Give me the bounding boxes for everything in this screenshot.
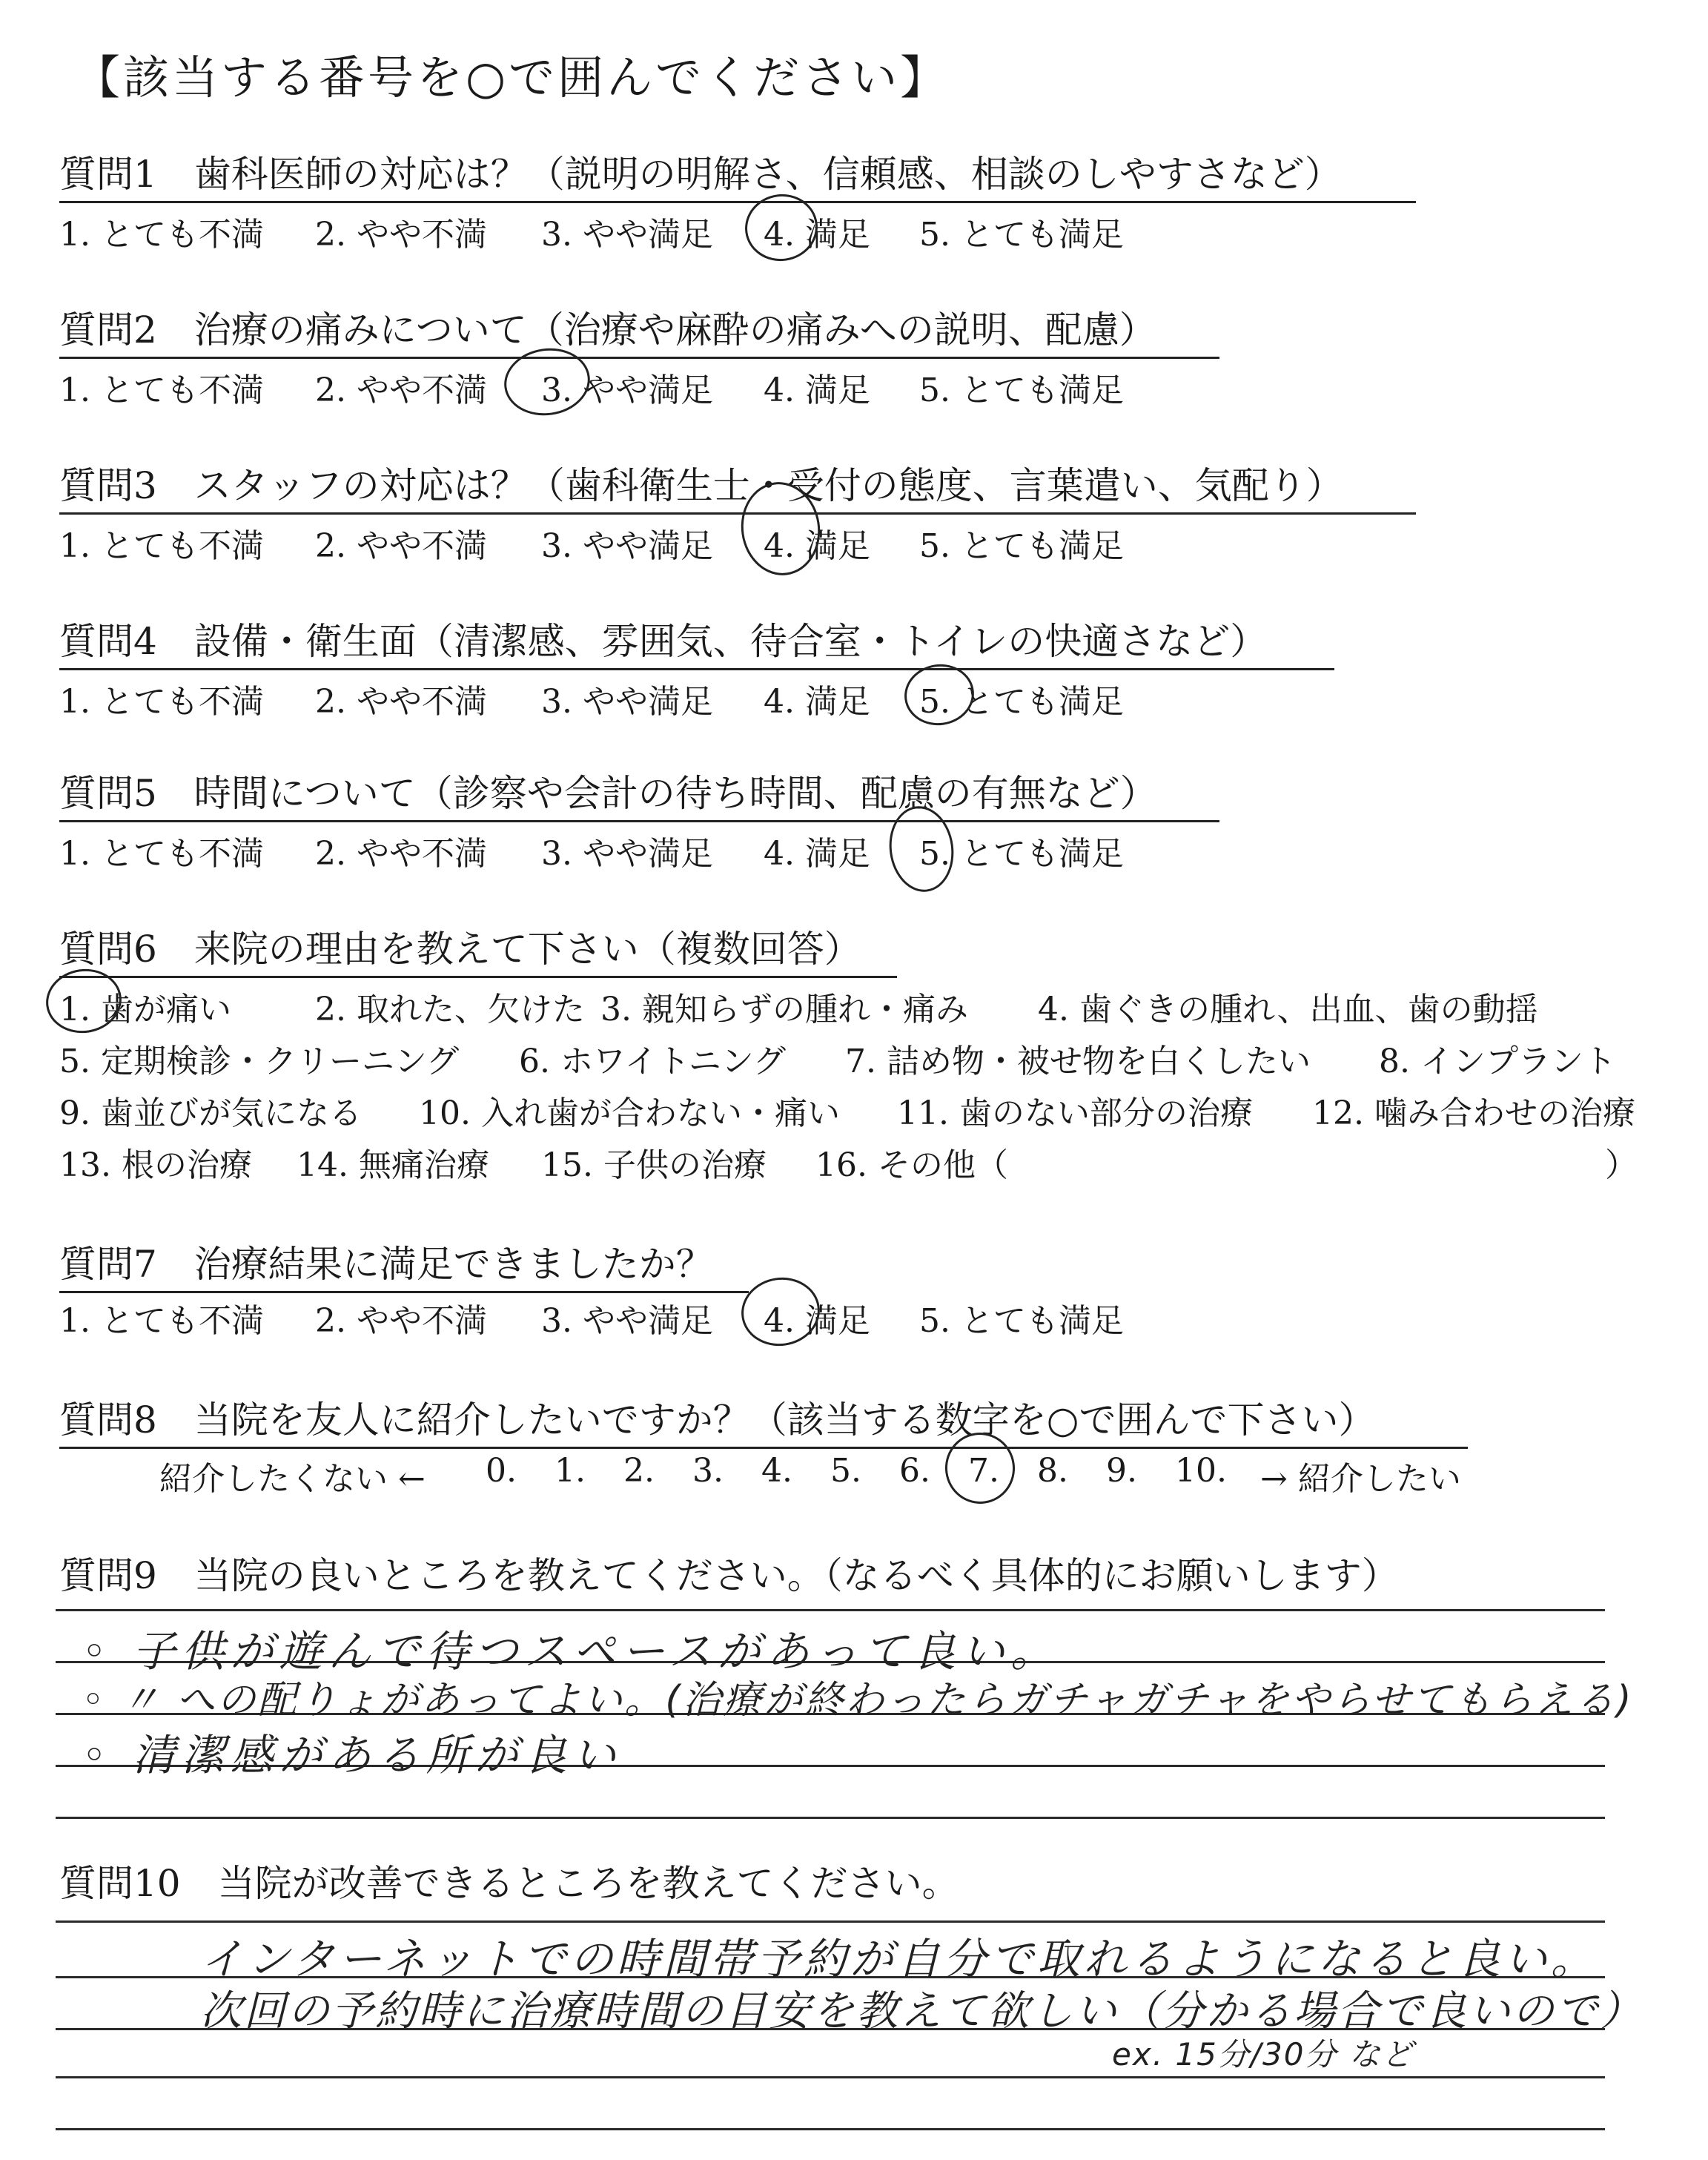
option-2[interactable]: 2. やや不満: [315, 683, 487, 721]
answer-line: [56, 1920, 1605, 1923]
reason-option[interactable]: 5. 定期検診・クリーニング: [59, 1043, 460, 1080]
option-3[interactable]: 3. やや満足: [541, 835, 713, 873]
reason-option[interactable]: 3. 親知らずの腫れ・痛み: [600, 991, 968, 1028]
scale-value[interactable]: 8.: [1037, 1452, 1068, 1490]
scale-value[interactable]: 10.: [1175, 1452, 1227, 1490]
reason-option[interactable]: 15. 子供の治療: [541, 1146, 767, 1184]
option-3[interactable]: 3. やや満足: [541, 527, 713, 565]
option-5[interactable]: 5. とても満足: [919, 683, 1124, 721]
question-6-heading: 質問6 来院の理由を教えて下さい（複数回答）: [59, 919, 897, 978]
question-5-heading: 質問5 時間について（診察や会計の待ち時間、配慮の有無など）: [59, 764, 1219, 822]
answer-line: [56, 2076, 1605, 2078]
question-8-heading: 質問8 当院を友人に紹介したいですか？（該当する数字を○で囲んで下さい）: [59, 1390, 1468, 1449]
option-4[interactable]: 4. 満足: [764, 216, 870, 254]
scale-value[interactable]: 0.: [486, 1452, 517, 1490]
reason-option[interactable]: 2. 取れた、欠けた: [315, 991, 585, 1028]
scale-value[interactable]: 9.: [1106, 1452, 1137, 1490]
option-3[interactable]: 3. やや満足: [541, 216, 713, 254]
scale-value[interactable]: 6.: [899, 1452, 930, 1490]
option-3[interactable]: 3. やや満足: [541, 683, 713, 721]
option-4[interactable]: 4. 満足: [764, 683, 870, 721]
question-2-heading: 質問2 治療の痛みについて（治療や麻酔の痛みへの説明、配慮）: [59, 300, 1219, 359]
question-7-heading: 質問7 治療結果に満足できましたか？: [59, 1235, 749, 1293]
scale-value[interactable]: 7.: [968, 1452, 999, 1490]
option-5[interactable]: 5. とても満足: [919, 1302, 1124, 1340]
reason-option[interactable]: 13. 根の治療: [59, 1146, 252, 1184]
handwritten-answer: ex. 15分/30分 など: [1112, 2036, 1414, 2073]
option-2[interactable]: 2. やや不満: [315, 371, 487, 409]
option-3[interactable]: 3. やや満足: [541, 371, 713, 409]
reason-option[interactable]: 7. 詰め物・被せ物を白くしたい: [845, 1043, 1311, 1080]
page-title: 【該当する番号を○で囲んでください】: [74, 50, 950, 105]
option-1[interactable]: 1. とても不満: [59, 527, 264, 565]
answer-line: [56, 1817, 1605, 1819]
scale-right-label: → 紹介したい: [1260, 1460, 1461, 1498]
reason-option[interactable]: 4. 歯ぐきの腫れ、出血、歯の動揺: [1038, 991, 1538, 1028]
option-1[interactable]: 1. とても不満: [59, 216, 264, 254]
option-4[interactable]: 4. 満足: [764, 527, 870, 565]
reason-option[interactable]: 6. ホワイトニング: [519, 1043, 787, 1080]
scale-value[interactable]: 1.: [555, 1452, 586, 1490]
reason-option[interactable]: 11. 歯のない部分の治療: [897, 1094, 1253, 1132]
option-2[interactable]: 2. やや不満: [315, 835, 487, 873]
option-1[interactable]: 1. とても不満: [59, 371, 264, 409]
scale-value[interactable]: 5.: [830, 1452, 861, 1490]
question-9-heading: 質問9 当院の良いところを教えてください。（なるべく具体的にお願いします）: [59, 1554, 1399, 1597]
option-5[interactable]: 5. とても満足: [919, 216, 1124, 254]
option-5[interactable]: 5. とても満足: [919, 527, 1124, 565]
handwritten-answer: インターネットでの時間帯予約が自分で取れるようになると良い。: [200, 1934, 1598, 1984]
option-5[interactable]: 5. とても満足: [919, 835, 1124, 873]
answer-line: [56, 2128, 1605, 2130]
reason-option[interactable]: 12. 噛み合わせの治療: [1312, 1094, 1635, 1132]
question-4-heading: 質問4 設備・衛生面（清潔感、雰囲気、待合室・トイレの快適さなど）: [59, 612, 1334, 670]
reason-option[interactable]: 9. 歯並びが気になる: [59, 1094, 362, 1132]
handwritten-answer: ◦ 〃 への配りょがあってよい。(治療が終わったらガチャガチャをやらせてもらえる): [82, 1678, 1634, 1723]
scale-value[interactable]: 2.: [623, 1452, 655, 1490]
question-1-heading: 質問1 歯科医師の対応は？（説明の明解さ、信頼感、相談のしやすさなど）: [59, 145, 1416, 203]
option-1[interactable]: 1. とても不満: [59, 683, 264, 721]
option-2[interactable]: 2. やや不満: [315, 527, 487, 565]
reason-option-other[interactable]: 16. その他（: [815, 1146, 1008, 1184]
scale-value[interactable]: 3.: [692, 1452, 724, 1490]
option-5[interactable]: 5. とても満足: [919, 371, 1124, 409]
scale-left-label: 紹介したくない ←: [159, 1460, 426, 1498]
option-3[interactable]: 3. やや満足: [541, 1302, 713, 1340]
option-4[interactable]: 4. 満足: [764, 1302, 870, 1340]
reason-option[interactable]: 8. インプラント: [1379, 1043, 1616, 1080]
reason-option[interactable]: 14. 無痛治療: [297, 1146, 489, 1184]
option-2[interactable]: 2. やや不満: [315, 216, 487, 254]
question-10-heading: 質問10 当院が改善できるところを教えてください。: [59, 1862, 959, 1905]
answer-line: [56, 1609, 1605, 1611]
option-1[interactable]: 1. とても不満: [59, 835, 264, 873]
handwritten-answer: ◦ 清潔感がある所が良い: [82, 1730, 622, 1780]
option-2[interactable]: 2. やや不満: [315, 1302, 487, 1340]
option-4[interactable]: 4. 満足: [764, 835, 870, 873]
other-close-paren: ）: [1605, 1146, 1638, 1184]
reason-option[interactable]: 1. 歯が痛い: [59, 991, 231, 1028]
handwritten-answer: ◦ 子供が遊んで待つスペースがあって良い。: [82, 1626, 1060, 1677]
scale-value[interactable]: 4.: [761, 1452, 792, 1490]
reason-option[interactable]: 10. 入れ歯が合わない・痛い: [419, 1094, 840, 1132]
option-4[interactable]: 4. 満足: [764, 371, 870, 409]
option-1[interactable]: 1. とても不満: [59, 1302, 264, 1340]
question-3-heading: 質問3 スタッフの対応は？（歯科衛生士・受付の態度、言葉遣い、気配り）: [59, 456, 1416, 515]
handwritten-answer: 次回の予約時に治療時間の目安を教えて欲しい（分かる場合で良いので）: [200, 1987, 1644, 2035]
